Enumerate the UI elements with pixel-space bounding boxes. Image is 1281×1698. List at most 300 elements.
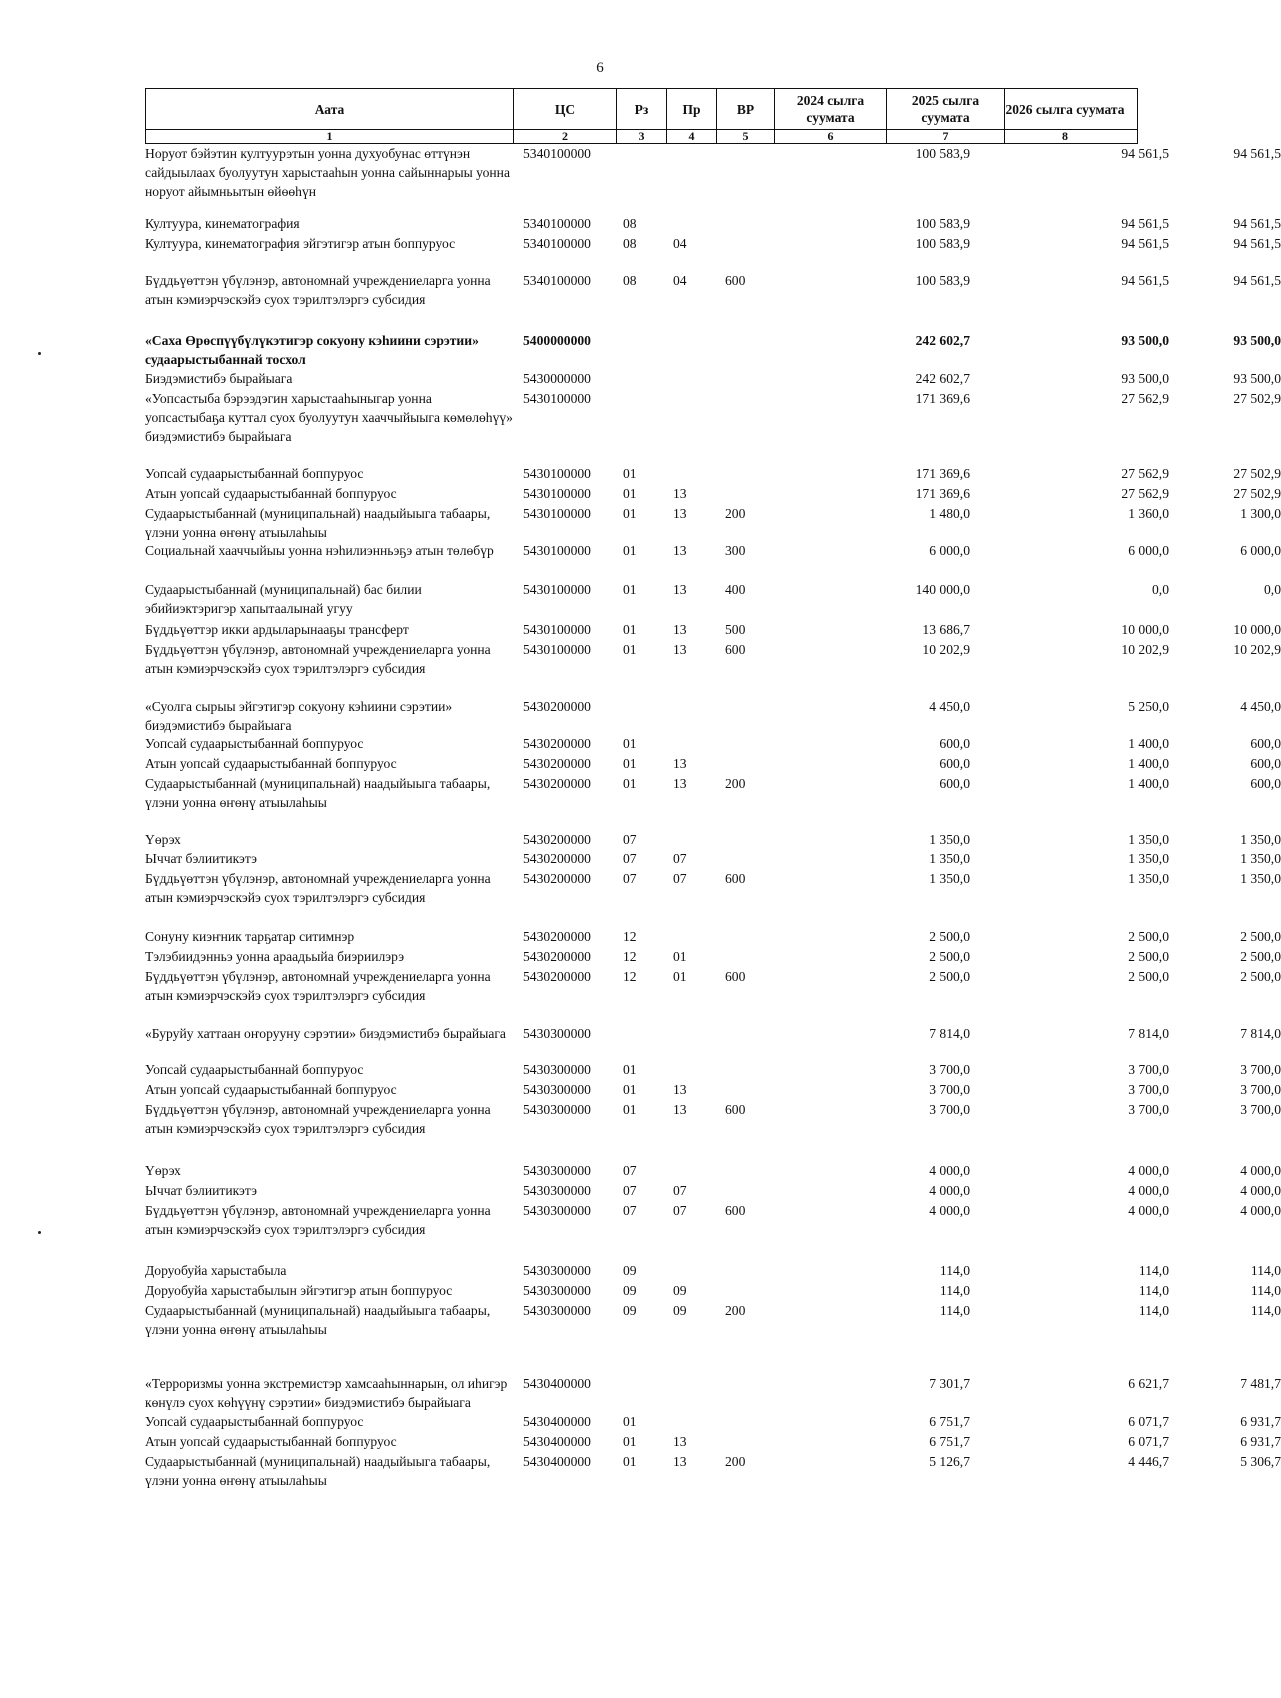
row-code-pr: 04 <box>673 273 687 288</box>
row-amount-2024: 1 350,0 <box>929 871 970 886</box>
row-code-pr: 13 <box>673 582 687 597</box>
row-amount-2026: 6 000,0 <box>1240 543 1281 558</box>
row-description: Үөрэх <box>145 1163 181 1178</box>
row-amount-2024: 600,0 <box>939 736 970 751</box>
row-amount-2026: 94 561,5 <box>1233 146 1281 161</box>
row-code-cs: 5430400000 <box>523 1376 591 1391</box>
row-code-pr: 07 <box>673 1183 687 1198</box>
row-amount-2026: 600,0 <box>1250 756 1281 771</box>
row-code-vr: 400 <box>725 582 746 597</box>
row-code-vr: 600 <box>725 273 746 288</box>
row-amount-2025: 2 500,0 <box>1128 929 1169 944</box>
row-code-pr: 09 <box>673 1303 687 1318</box>
row-description: Уопсай судаарыстыбаннай боппуруос <box>145 736 364 751</box>
row-amount-2026: 1 350,0 <box>1240 871 1281 886</box>
row-code-cs: 5430100000 <box>523 622 591 637</box>
row-code-vr: 600 <box>725 871 746 886</box>
row-code-cs: 5430200000 <box>523 736 591 751</box>
table-row <box>145 214 1281 234</box>
row-code-pr: 13 <box>673 1082 687 1097</box>
row-code-rz: 01 <box>623 1454 637 1469</box>
margin-mark <box>38 1231 41 1234</box>
table-row <box>145 754 1281 774</box>
row-code-rz: 09 <box>623 1283 637 1298</box>
row-amount-2025: 1 400,0 <box>1128 756 1169 771</box>
row-code-cs: 5430200000 <box>523 929 591 944</box>
table-row <box>145 271 1281 307</box>
row-amount-2026: 1 350,0 <box>1240 851 1281 866</box>
row-code-cs: 5430300000 <box>523 1163 591 1178</box>
column-number: 6 <box>775 130 887 143</box>
row-amount-2026: 2 500,0 <box>1240 949 1281 964</box>
row-amount-2024: 2 500,0 <box>929 949 970 964</box>
row-amount-2026: 600,0 <box>1250 736 1281 751</box>
row-code-rz: 01 <box>623 466 637 481</box>
row-description: Култуура, кинематография <box>145 216 300 231</box>
row-amount-2025: 4 446,7 <box>1128 1454 1169 1469</box>
row-amount-2024: 600,0 <box>939 756 970 771</box>
row-amount-2025: 93 500,0 <box>1121 333 1169 348</box>
column-number: 5 <box>717 130 775 143</box>
row-amount-2025: 114,0 <box>1138 1303 1169 1318</box>
row-amount-2026: 2 500,0 <box>1240 969 1281 984</box>
row-amount-2024: 6 751,7 <box>929 1434 970 1449</box>
row-code-cs: 5430000000 <box>523 371 591 386</box>
row-code-vr: 200 <box>725 1303 746 1318</box>
row-code-cs: 5430400000 <box>523 1454 591 1469</box>
row-description: Судаарыстыбаннай (муниципальнай) наадыйыыга табаары, үлэни уонна өҥөнү атыылаhыы <box>145 506 491 540</box>
column-number: 4 <box>667 130 717 143</box>
row-code-vr: 200 <box>725 506 746 521</box>
row-amount-2026: 4 000,0 <box>1240 1163 1281 1178</box>
row-description: Тэлэбиидэнньэ уонна араадьыйа биэриилэрэ <box>145 949 405 964</box>
row-amount-2026: 2 500,0 <box>1240 929 1281 944</box>
row-code-rz: 01 <box>623 486 637 501</box>
row-amount-2025: 6 621,7 <box>1128 1376 1169 1391</box>
row-amount-2026: 114,0 <box>1250 1303 1281 1318</box>
column-number: 3 <box>617 130 667 143</box>
row-code-pr: 07 <box>673 851 687 866</box>
row-amount-2026: 3 700,0 <box>1240 1082 1281 1097</box>
table-row <box>145 1024 1281 1044</box>
row-code-cs: 5430300000 <box>523 1082 591 1097</box>
row-amount-2026: 7 814,0 <box>1240 1026 1281 1041</box>
column-number: 7 <box>887 130 1005 143</box>
row-code-rz: 01 <box>623 1082 637 1097</box>
row-amount-2024: 7 301,7 <box>929 1376 970 1391</box>
row-amount-2024: 100 583,9 <box>915 236 970 251</box>
row-amount-2024: 6 000,0 <box>929 543 970 558</box>
row-amount-2025: 94 561,5 <box>1121 146 1169 161</box>
row-code-cs: 5430200000 <box>523 969 591 984</box>
row-amount-2026: 1 300,0 <box>1240 506 1281 521</box>
table-row <box>145 1432 1281 1452</box>
row-code-pr: 13 <box>673 543 687 558</box>
row-amount-2024: 100 583,9 <box>915 273 970 288</box>
row-code-rz: 07 <box>623 851 637 866</box>
row-code-pr: 07 <box>673 1203 687 1218</box>
row-code-rz: 01 <box>623 1062 637 1077</box>
row-code-rz: 01 <box>623 582 637 597</box>
row-code-vr: 600 <box>725 969 746 984</box>
row-amount-2026: 94 561,5 <box>1233 236 1281 251</box>
row-amount-2024: 4 000,0 <box>929 1203 970 1218</box>
row-amount-2026: 0,0 <box>1264 582 1281 597</box>
row-code-vr: 600 <box>725 642 746 657</box>
row-code-cs: 5430300000 <box>523 1062 591 1077</box>
row-description: Бүддьүөттэн үбүлэнэр, автономнай учреждениеларга уонна атын кэмиэрчэскэйэ суох тэрилтэлэргэ субсидия <box>145 871 491 905</box>
row-amount-2026: 93 500,0 <box>1233 371 1281 386</box>
row-code-rz: 08 <box>623 273 637 288</box>
row-amount-2025: 1 400,0 <box>1128 776 1169 791</box>
row-description: Атын уопсай судаарыстыбаннай боппуруос <box>145 486 397 501</box>
row-amount-2025: 27 562,9 <box>1121 486 1169 501</box>
table-row <box>145 541 1281 561</box>
row-code-cs: 5340100000 <box>523 216 591 231</box>
table-row <box>145 734 1281 754</box>
row-amount-2025: 114,0 <box>1138 1263 1169 1278</box>
row-amount-2025: 10 202,9 <box>1121 642 1169 657</box>
row-amount-2024: 4 000,0 <box>929 1183 970 1198</box>
table-row <box>145 1412 1281 1432</box>
row-amount-2025: 3 700,0 <box>1128 1082 1169 1097</box>
row-amount-2024: 6 751,7 <box>929 1414 970 1429</box>
row-code-pr: 04 <box>673 236 687 251</box>
row-amount-2024: 5 126,7 <box>929 1454 970 1469</box>
row-amount-2025: 1 360,0 <box>1128 506 1169 521</box>
row-amount-2025: 10 000,0 <box>1121 622 1169 637</box>
row-code-rz: 01 <box>623 543 637 558</box>
row-amount-2024: 1 350,0 <box>929 832 970 847</box>
row-code-cs: 5340100000 <box>523 146 591 161</box>
row-amount-2026: 27 502,9 <box>1233 391 1281 406</box>
table-row <box>145 774 1281 810</box>
row-code-vr: 200 <box>725 776 746 791</box>
table-row <box>145 580 1281 616</box>
row-code-cs: 5430100000 <box>523 642 591 657</box>
row-description: «Буруйу хаттаан оҥорууну сэрэтии» биэдэмистибэ бырайыага <box>145 1026 506 1041</box>
row-amount-2024: 114,0 <box>939 1263 970 1278</box>
row-amount-2026: 27 502,9 <box>1233 486 1281 501</box>
row-description: Ыччат бэлиитикэтэ <box>145 1183 257 1198</box>
row-description: Уопсай судаарыстыбаннай боппуруос <box>145 466 364 481</box>
row-description: «Терроризмы уонна экстремистэр хамсааhыннарын, ол иhигэр көнүлэ суох көhүүнү сэрэтии» биэдэмистибэ бырайыага <box>145 1376 508 1410</box>
row-code-cs: 5430100000 <box>523 391 591 406</box>
row-amount-2025: 1 350,0 <box>1128 851 1169 866</box>
row-code-rz: 08 <box>623 236 637 251</box>
row-code-vr: 200 <box>725 1454 746 1469</box>
row-description: Судаарыстыбаннай (муниципальнай) наадыйыыга табаары, үлэни уонна өҥөнү атыылаhыы <box>145 1454 491 1488</box>
row-amount-2024: 1 480,0 <box>929 506 970 521</box>
table-row <box>145 1281 1281 1301</box>
table-row <box>145 967 1281 1003</box>
table-row <box>145 331 1281 367</box>
row-amount-2024: 3 700,0 <box>929 1082 970 1097</box>
header-vr: ВР <box>717 89 775 129</box>
row-code-cs: 5430300000 <box>523 1263 591 1278</box>
header-2025: 2025 сылга суумата <box>887 89 1005 129</box>
row-code-pr: 07 <box>673 871 687 886</box>
row-amount-2026: 1 350,0 <box>1240 832 1281 847</box>
row-code-pr: 01 <box>673 949 687 964</box>
row-amount-2026: 10 000,0 <box>1233 622 1281 637</box>
row-amount-2026: 94 561,5 <box>1233 273 1281 288</box>
row-code-cs: 5430300000 <box>523 1026 591 1041</box>
row-amount-2025: 6 071,7 <box>1128 1414 1169 1429</box>
row-description: Сонуну киэҥник тарҕатар ситимнэр <box>145 929 355 944</box>
row-amount-2024: 2 500,0 <box>929 929 970 944</box>
row-code-pr: 13 <box>673 486 687 501</box>
row-code-pr: 09 <box>673 1283 687 1298</box>
row-code-cs: 5430100000 <box>523 582 591 597</box>
row-amount-2024: 100 583,9 <box>915 216 970 231</box>
row-amount-2026: 94 561,5 <box>1233 216 1281 231</box>
table-row <box>145 484 1281 504</box>
row-description: Уопсай судаарыстыбаннай боппуруос <box>145 1062 364 1077</box>
row-code-pr: 01 <box>673 969 687 984</box>
row-code-rz: 01 <box>623 642 637 657</box>
row-code-vr: 600 <box>725 1102 746 1117</box>
table-row <box>145 1201 1281 1237</box>
row-code-cs: 5430300000 <box>523 1283 591 1298</box>
row-code-rz: 01 <box>623 622 637 637</box>
row-amount-2026: 6 931,7 <box>1240 1414 1281 1429</box>
row-amount-2024: 140 000,0 <box>915 582 970 597</box>
row-amount-2025: 1 350,0 <box>1128 871 1169 886</box>
row-amount-2024: 100 583,9 <box>915 146 970 161</box>
table-header <box>145 88 1138 130</box>
row-amount-2024: 3 700,0 <box>929 1062 970 1077</box>
row-description: Ыччат бэлиитикэтэ <box>145 851 257 866</box>
column-number: 8 <box>1062 129 1068 143</box>
row-description: Култуура, кинематография эйгэтигэр атын боппуруос <box>145 236 456 251</box>
row-code-rz: 07 <box>623 1163 637 1178</box>
row-code-rz: 07 <box>623 832 637 847</box>
row-code-cs: 5430200000 <box>523 949 591 964</box>
row-description: Доруобуйа харыстабылын эйгэтигэр атын боппуруос <box>145 1283 453 1298</box>
row-amount-2024: 242 602,7 <box>915 371 970 386</box>
row-code-pr: 13 <box>673 776 687 791</box>
row-amount-2024: 600,0 <box>939 776 970 791</box>
table-row <box>145 504 1281 540</box>
row-code-pr: 13 <box>673 756 687 771</box>
row-amount-2024: 114,0 <box>939 1303 970 1318</box>
row-description: Бүддьүөттэн үбүлэнэр, автономнай учреждениеларга уонна атын кэмиэрчэскэйэ суох тэрилтэлэргэ субсидия <box>145 273 491 307</box>
table-row <box>145 830 1281 850</box>
table-row <box>145 464 1281 484</box>
table-row <box>145 1452 1281 1488</box>
row-amount-2025: 1 400,0 <box>1128 736 1169 751</box>
row-description: Норуот бэйэтин култуурэтын уонна духуобунас өттүнэн сайдыылаах буолуутун харыстааhын уонна сайыннарыы уонна норуот айымньытын өйөөhүн <box>145 146 510 199</box>
row-amount-2025: 94 561,5 <box>1121 236 1169 251</box>
row-amount-2025: 2 500,0 <box>1128 969 1169 984</box>
row-code-cs: 5340100000 <box>523 236 591 251</box>
row-code-rz: 01 <box>623 1102 637 1117</box>
row-amount-2026: 114,0 <box>1250 1283 1281 1298</box>
table-row <box>145 1301 1281 1337</box>
budget-table <box>145 88 1281 1488</box>
table-row <box>145 697 1281 733</box>
row-code-cs: 5430100000 <box>523 543 591 558</box>
table-row <box>145 144 1281 199</box>
row-amount-2025: 7 814,0 <box>1128 1026 1169 1041</box>
row-amount-2025: 93 500,0 <box>1121 371 1169 386</box>
table-row <box>145 620 1281 640</box>
margin-mark <box>38 352 41 355</box>
header-cs: ЦС <box>514 89 617 129</box>
row-code-rz: 01 <box>623 506 637 521</box>
row-code-rz: 08 <box>623 216 637 231</box>
row-amount-2024: 242 602,7 <box>915 333 970 348</box>
column-number: 2 <box>514 130 617 143</box>
row-description: Биэдэмистибэ бырайыага <box>145 371 293 386</box>
table-row <box>145 927 1281 947</box>
row-amount-2025: 4 000,0 <box>1128 1163 1169 1178</box>
header-2026: 2026 сылга суумата <box>1005 101 1125 117</box>
row-amount-2026: 7 481,7 <box>1240 1376 1281 1391</box>
row-code-vr: 300 <box>725 543 746 558</box>
row-description: «Саха Өрөспүүбүлүкэтигэр сокуону кэhиини сэрэтии» судаарыстыбаннай тосхол <box>145 333 479 367</box>
row-amount-2026: 3 700,0 <box>1240 1062 1281 1077</box>
header-2024: 2024 сылга суумата <box>775 89 887 129</box>
row-code-rz: 12 <box>623 949 637 964</box>
row-code-pr: 13 <box>673 1434 687 1449</box>
table-row <box>145 1060 1281 1080</box>
row-code-vr: 500 <box>725 622 746 637</box>
row-code-rz: 09 <box>623 1263 637 1278</box>
row-amount-2024: 10 202,9 <box>922 642 970 657</box>
row-description: Бүддьүөттэр икки ардыларынааҕы трансферт <box>145 622 409 637</box>
row-code-pr: 13 <box>673 1454 687 1469</box>
row-description: Уопсай судаарыстыбаннай боппуруос <box>145 1414 364 1429</box>
row-amount-2025: 27 562,9 <box>1121 391 1169 406</box>
row-amount-2025: 6 000,0 <box>1128 543 1169 558</box>
row-code-rz: 12 <box>623 969 637 984</box>
table-row <box>145 1080 1281 1100</box>
row-amount-2026: 6 931,7 <box>1240 1434 1281 1449</box>
row-code-pr: 13 <box>673 622 687 637</box>
table-row <box>145 1374 1281 1410</box>
row-code-cs: 5430200000 <box>523 756 591 771</box>
row-amount-2026: 114,0 <box>1250 1263 1281 1278</box>
table-row <box>145 1181 1281 1201</box>
row-amount-2024: 2 500,0 <box>929 969 970 984</box>
row-code-pr: 13 <box>673 506 687 521</box>
row-amount-2024: 171 369,6 <box>915 466 970 481</box>
row-amount-2025: 94 561,5 <box>1121 273 1169 288</box>
row-code-cs: 5430200000 <box>523 776 591 791</box>
row-description: Социальнай хааччыйыы уонна нэhилиэнньэҕэ атын төлөбүр <box>145 543 494 558</box>
row-amount-2025: 2 500,0 <box>1128 949 1169 964</box>
row-description: Бүддьүөттэн үбүлэнэр, автономнай учреждениеларга уонна атын кэмиэрчэскэйэ суох тэрилтэлэргэ субсидия <box>145 1102 491 1136</box>
row-amount-2025: 5 250,0 <box>1128 699 1169 714</box>
row-code-rz: 01 <box>623 736 637 751</box>
row-amount-2024: 13 686,7 <box>922 622 970 637</box>
table-row <box>145 640 1281 676</box>
row-amount-2025: 3 700,0 <box>1128 1102 1169 1117</box>
row-code-rz: 01 <box>623 1414 637 1429</box>
row-amount-2025: 0,0 <box>1152 582 1169 597</box>
table-row <box>145 369 1281 389</box>
row-amount-2025: 3 700,0 <box>1128 1062 1169 1077</box>
row-amount-2025: 94 561,5 <box>1121 216 1169 231</box>
row-code-cs: 5430300000 <box>523 1303 591 1318</box>
table-row <box>145 849 1281 869</box>
row-code-cs: 5430100000 <box>523 486 591 501</box>
row-amount-2024: 4 450,0 <box>929 699 970 714</box>
row-description: «Суолга сырыы эйгэтигэр сокуону кэhиини сэрэтии» биэдэмистибэ бырайыага <box>145 699 453 733</box>
row-description: Судаарыстыбаннай (муниципальнай) наадыйыыга табаары, үлэни уонна өҥөнү атыылаhыы <box>145 776 491 810</box>
row-code-pr: 13 <box>673 1102 687 1117</box>
row-description: Судаарыстыбаннай (муниципальнай) бас билии эбийиэктэригэр хапытаалынай угуу <box>145 582 422 616</box>
row-amount-2025: 114,0 <box>1138 1283 1169 1298</box>
row-description: Доруобуйа харыстабыла <box>145 1263 287 1278</box>
row-description: Судаарыстыбаннай (муниципальнай) наадыйыыга табаары, үлэни уонна өҥөнү атыылаhыы <box>145 1303 491 1337</box>
table-row <box>145 234 1281 254</box>
header-aata: Аата <box>146 89 514 129</box>
column-number: 1 <box>146 130 514 143</box>
row-code-rz: 07 <box>623 1183 637 1198</box>
row-amount-2026: 93 500,0 <box>1233 333 1281 348</box>
row-code-cs: 5430300000 <box>523 1183 591 1198</box>
row-amount-2025: 6 071,7 <box>1128 1434 1169 1449</box>
row-description: Бүддьүөттэн үбүлэнэр, автономнай учреждениеларга уонна атын кэмиэрчэскэйэ суох тэрилтэлэргэ субсидия <box>145 969 491 1003</box>
row-amount-2025: 27 562,9 <box>1121 466 1169 481</box>
row-amount-2025: 4 000,0 <box>1128 1183 1169 1198</box>
row-amount-2026: 27 502,9 <box>1233 466 1281 481</box>
page-number: 6 <box>596 60 604 76</box>
row-amount-2026: 3 700,0 <box>1240 1102 1281 1117</box>
row-amount-2024: 7 814,0 <box>929 1026 970 1041</box>
row-code-rz: 01 <box>623 1434 637 1449</box>
row-code-cs: 5430100000 <box>523 466 591 481</box>
table-row <box>145 869 1281 905</box>
row-code-rz: 07 <box>623 1203 637 1218</box>
row-amount-2026: 10 202,9 <box>1233 642 1281 657</box>
row-code-cs: 5430200000 <box>523 699 591 714</box>
row-amount-2026: 5 306,7 <box>1240 1454 1281 1469</box>
row-code-cs: 5400000000 <box>523 333 591 348</box>
row-amount-2025: 1 350,0 <box>1128 832 1169 847</box>
row-amount-2024: 171 369,6 <box>915 486 970 501</box>
row-description: Атын уопсай судаарыстыбаннай боппуруос <box>145 756 397 771</box>
row-code-pr: 13 <box>673 642 687 657</box>
row-code-cs: 5430300000 <box>523 1203 591 1218</box>
row-amount-2024: 1 350,0 <box>929 851 970 866</box>
row-code-rz: 09 <box>623 1303 637 1318</box>
table-row <box>145 1161 1281 1181</box>
row-code-cs: 5430200000 <box>523 832 591 847</box>
header-pr: Пр <box>667 89 717 129</box>
row-code-rz: 07 <box>623 871 637 886</box>
row-code-cs: 5430400000 <box>523 1434 591 1449</box>
row-description: Атын уопсай судаарыстыбаннай боппуруос <box>145 1082 397 1097</box>
table-row <box>145 1100 1281 1136</box>
row-amount-2026: 4 000,0 <box>1240 1183 1281 1198</box>
row-code-cs: 5340100000 <box>523 273 591 288</box>
row-amount-2025: 4 000,0 <box>1128 1203 1169 1218</box>
table-row <box>145 947 1281 967</box>
row-code-vr: 600 <box>725 1203 746 1218</box>
row-code-cs: 5430200000 <box>523 851 591 866</box>
table-column-numbers <box>145 130 1138 144</box>
row-code-cs: 5430400000 <box>523 1414 591 1429</box>
row-description: Бүддьүөттэн үбүлэнэр, автономнай учреждениеларга уонна атын кэмиэрчэскэйэ суох тэрилтэлэргэ субсидия <box>145 1203 491 1237</box>
row-amount-2024: 4 000,0 <box>929 1163 970 1178</box>
row-code-rz: 01 <box>623 756 637 771</box>
row-amount-2024: 171 369,6 <box>915 391 970 406</box>
row-description: Атын уопсай судаарыстыбаннай боппуруос <box>145 1434 397 1449</box>
